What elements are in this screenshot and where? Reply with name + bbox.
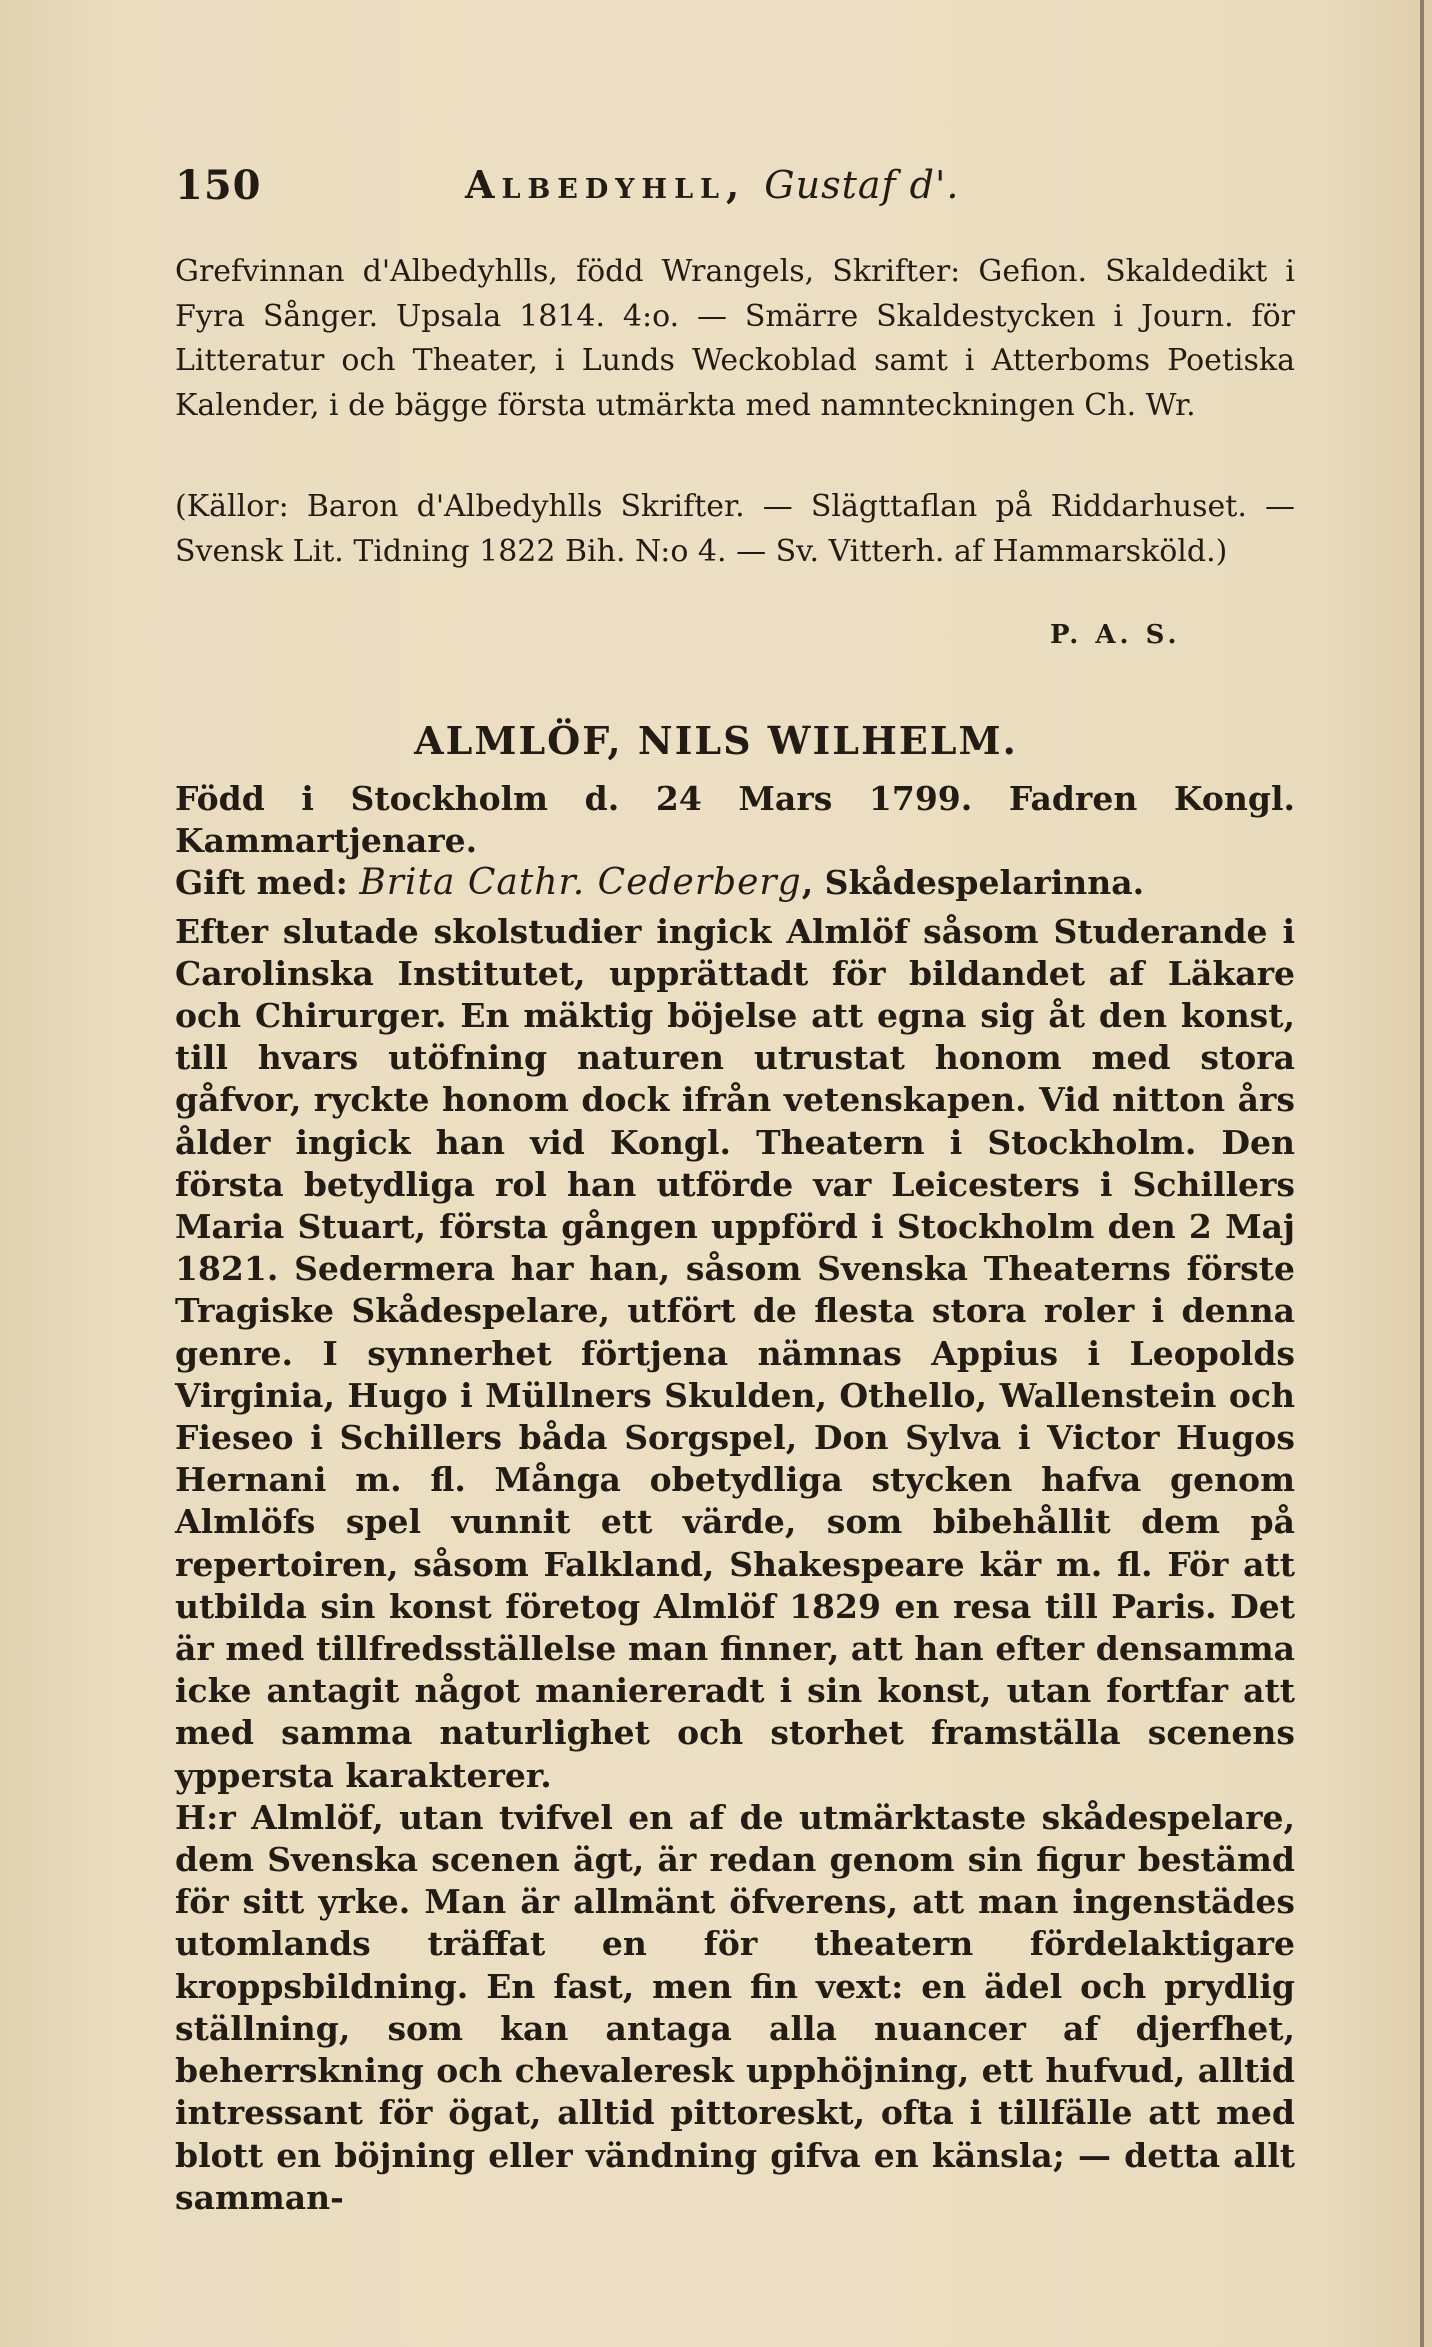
previous-entry-works bbox=[175, 250, 1295, 428]
birth-paragraph: Född i Stockholm d. 24 Mars 1799. Fadren Kongl. Kammartjenare. bbox=[175, 779, 1295, 861]
page-edge-shadow bbox=[1420, 0, 1424, 2347]
marriage-paragraph bbox=[175, 862, 1295, 904]
author-signature: P. A. S. bbox=[1050, 620, 1181, 650]
running-title-surname: Albedyhll, bbox=[465, 162, 747, 207]
running-head bbox=[175, 162, 1295, 222]
entry-heading: ALMLÖF, NILS WILHELM. bbox=[414, 718, 1018, 763]
running-title-forename: Gustaf d'. bbox=[764, 163, 960, 207]
sources-paragraph: (Källor: Baron d'Albedyhlls Skrifter. — Slägttaflan på Riddarhuset. — Svensk Lit. Tidning 1822 Bih. N:o 4. — Sv. Vitterh. af Hammarsköld.) bbox=[175, 489, 1295, 569]
entry-body bbox=[175, 778, 1295, 2219]
marriage-suffix: , Skådespelarinna. bbox=[801, 863, 1145, 903]
running-title bbox=[465, 162, 960, 207]
previous-entry-sources bbox=[175, 485, 1295, 574]
appearance-paragraph: H:r Almlöf, utan tvifvel en af de utmärktaste skådespelare, dem Svenska scenen ägt, är redan genom sin figur bestämd för sitt yrke. Man är allmänt öfverens, att man ingenstädes utomlands träffat en för theatern fördelaktigare kroppsbildning. En fast, men fin vext: en ädel och prydlig ställning, som kan antaga alla nuancer af djerfhet, beherrskning och chevaleresk upphöjning, ett hufvud, alltid intressant för ögat, alltid pittoreskt, ofta i tillfälle att med blott en böjning eller vändning gifva en känsla; — detta allt samman- bbox=[175, 1797, 1295, 2217]
career-paragraph: Efter slutade skolstudier ingick Almlöf såsom Studerande i Carolinska Institutet, upprättadt för bildandet af Läkare och Chirurger. En mäktig böjelse att egna sig åt den konst, till hvars utöfning naturen utrustat honom med stora gåfvor, ryckte honom dock ifrån vetenskapen. Vid nitton års ålder ingick han vid Kongl. Theatern i Stockholm. Den första betydliga rol han utförde var Leicesters i Schillers Maria Stuart, första gången uppförd i Stockholm den 2 Maj 1821. Sedermera har han, såsom Svenska Theaterns förste Tragiske Skådespelare, utfört de flesta stora roler i denna genre. I synnerhet förtjena nämnas Appius i Leopolds Virginia, Hugo i Müllners Skulden, Othello, Wallenstein och Fieseo i Schillers båda Sorgspel, Don Sylva i Victor Hugos Hernani m. fl. Många obetydliga stycken hafva genom Almlöfs spel vunnit ett värde, som bibehållit dem på repertoiren, såsom Falkland, Shakespeare kär m. fl. För att utbilda sin konst företog Almlöf 1829 en resa till Paris. Det är med tillfredsställelse man finner, att han efter densamma icke antagit något maniereradt i sin konst, utan fortfar att med samma naturlighet och storhet framställa scenens yppersta karakterer. bbox=[175, 911, 1295, 1795]
spouse-name: Brita Cathr. Cederberg bbox=[359, 862, 802, 904]
works-paragraph: Grefvinnan d'Albedyhlls, född Wrangels, Skrifter: Gefion. Skaldedikt i Fyra Sånger. Upsala 1814. 4:o. — Smärre Skaldestycken i Journ. för Litteratur och Theater, i Lunds Weckoblad samt i Atterboms Poetiska Kalender, i de bägge första utmärkta med namnteckningen Ch. Wr. bbox=[175, 254, 1295, 423]
page-number: 150 bbox=[175, 162, 262, 209]
marriage-prefix: Gift med: bbox=[175, 863, 360, 903]
